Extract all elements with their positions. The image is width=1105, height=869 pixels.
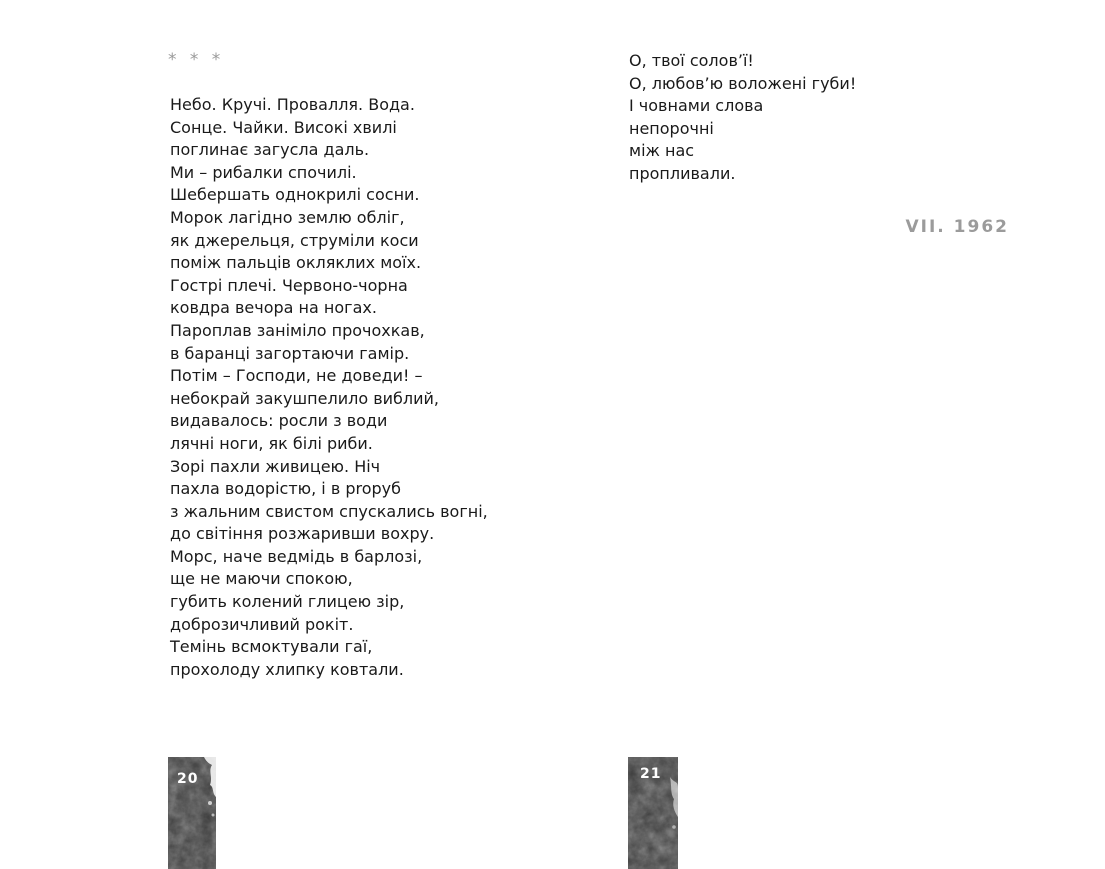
left-page [0, 0, 552, 869]
poem-line: непорочні [629, 118, 714, 138]
poem-line: Пароплав заніміло прочохкав, [170, 320, 425, 340]
poem-line: видавалось: росли з води [170, 411, 388, 431]
poem-line: О, твої солов’ї! [629, 51, 754, 70]
poem-line: доброзичливий рокіт. [170, 614, 354, 634]
poem-text-right [629, 50, 856, 186]
poem-line: до світіння розжаривши вохру. [170, 524, 435, 544]
poem-line: Темінь всмоктували гаї, [170, 637, 373, 657]
poem-line: Морс, наче ведмідь в барлозі, [170, 546, 423, 566]
page-number: 21 [640, 766, 662, 782]
poem-line: між нас [629, 141, 695, 161]
poem-line: Потім – Господи, не доведи! – [170, 366, 423, 386]
section-mark: * * * [168, 50, 225, 70]
poem-line: небокрай закушпелило виблий, [170, 388, 439, 408]
poem-date: VII. 1962 [905, 217, 1009, 237]
poem-line: О, любов’ю воложені губи! [629, 73, 857, 93]
poem-line: поглинає загусла даль. [170, 140, 370, 160]
poem-line: Гострі плечі. Червоно-чорна [170, 275, 408, 295]
poem-line: Ми – рибалки спочилі. [170, 162, 357, 182]
poem-line: прохолоду хлипку ковтали. [170, 659, 404, 679]
poem-line: Сонце. Чайки. Високі хвилі [170, 117, 397, 137]
poem-line: як джерельця, струміли коси [170, 230, 419, 250]
page-number-tab-left [168, 757, 216, 869]
page-number-tab-right [628, 757, 678, 869]
poem-line: Небо. Кручі. Провалля. Вода. [170, 95, 415, 114]
poem-line: губить колений глицею зір, [170, 592, 405, 612]
right-page [552, 0, 1105, 869]
poem-line: пахла водорістю, і в proруб [170, 479, 401, 499]
poem-line: Шебершать однокрилі сосни. [170, 185, 420, 205]
poem-text-left [170, 94, 488, 681]
poem-line: ковдра вечора на ногах. [170, 298, 377, 318]
poem-line: Морок лагідно землю обліг, [170, 207, 405, 227]
poem-line: І човнами слова [629, 96, 764, 116]
poem-line: в баранці загортаючи гамір. [170, 343, 410, 363]
page-number: 20 [177, 771, 199, 787]
poem-line: з жальним свистом спускались вогні, [170, 501, 488, 521]
poem-line: пропливали. [629, 163, 736, 183]
poem-line: Зорі пахли живицею. Ніч [170, 456, 381, 476]
poem-line: поміж пальців окляклих моїх. [170, 253, 422, 273]
poem-line: лячні ноги, як білі риби. [170, 433, 373, 453]
poem-line: ще не маючи спокою, [170, 569, 353, 589]
